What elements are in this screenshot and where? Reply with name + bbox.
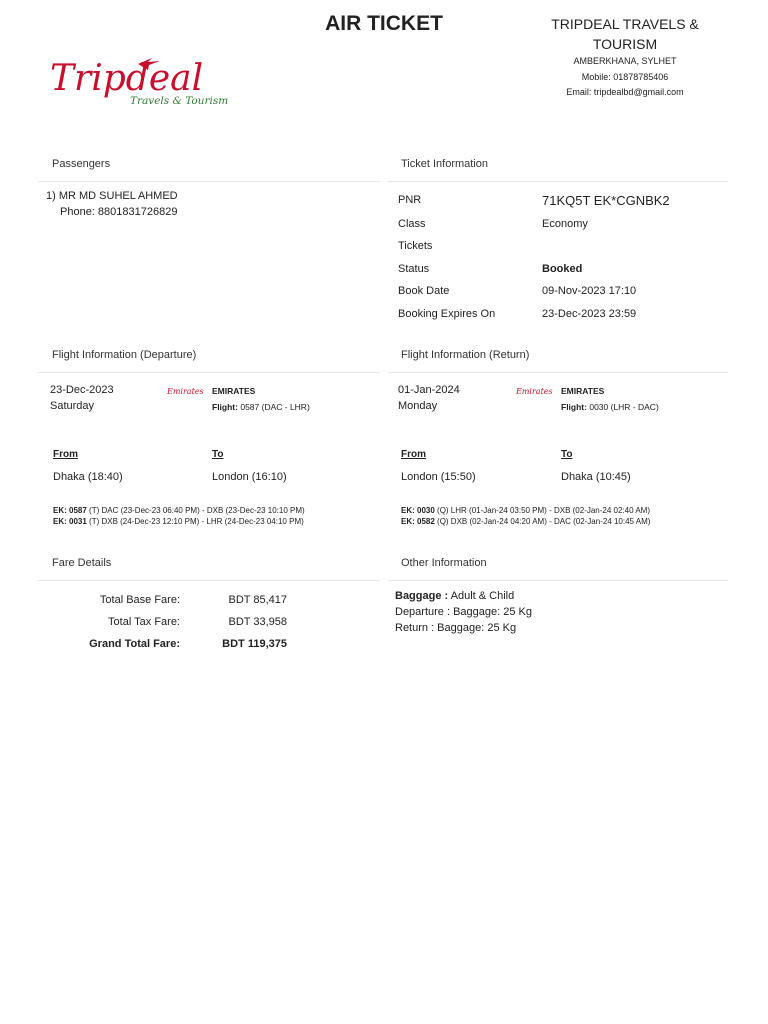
- departure-from: Dhaka (18:40): [53, 471, 123, 483]
- segment-code: EK: 0582: [401, 517, 435, 526]
- segment-detail: (Q) DXB (02-Jan-24 04:20 AM) - DAC (02-Jan-24 10:45 AM): [437, 517, 651, 526]
- departure-airline: EMIRATES: [212, 386, 256, 396]
- pnr-label: PNR: [398, 194, 422, 206]
- tax-fare-value: BDT 33,958: [228, 616, 287, 628]
- base-fare-value: BDT 85,417: [228, 594, 287, 606]
- segment-row: [401, 517, 650, 526]
- tickets-label: Tickets: [398, 240, 433, 252]
- return-from: London (15:50): [401, 471, 476, 483]
- emirates-logo-icon: Emirates: [167, 387, 204, 396]
- segment-code: EK: 0031: [53, 517, 87, 526]
- company-info: [540, 14, 710, 101]
- departure-to-label: To: [212, 449, 224, 460]
- return-heading: Flight Information (Return): [401, 349, 530, 361]
- svg-text:Travels & Tourism: Travels & Tourism: [130, 95, 229, 107]
- departure-date: 23-Dec-2023: [50, 384, 114, 396]
- company-name: TRIPDEAL TRAVELS & TOURISM: [551, 16, 699, 52]
- divider: [388, 181, 728, 182]
- expires-value: 23-Dec-2023 23:59: [542, 308, 637, 320]
- status-value: Booked: [542, 263, 583, 275]
- return-to-label: To: [561, 449, 573, 460]
- return-airline: EMIRATES: [561, 386, 605, 396]
- return-to: Dhaka (10:45): [561, 471, 631, 483]
- segment-detail: (T) DXB (24-Dec-23 12:10 PM) - LHR (24-Dec-23 04:10 PM): [89, 517, 304, 526]
- return-from-label: From: [401, 449, 426, 460]
- pnr-value: 71KQ5T EK*CGNBK2: [542, 193, 670, 208]
- segment-row: [53, 517, 304, 526]
- divider: [388, 580, 728, 581]
- segment-row: [53, 506, 305, 515]
- baggage-row: [395, 590, 514, 602]
- departure-from-label: From: [53, 449, 78, 460]
- other-info-heading: Other Information: [401, 557, 487, 569]
- segment-row: [401, 506, 650, 515]
- departure-baggage: Departure : Baggage: 25 Kg: [395, 606, 532, 618]
- svg-text:Tripdeal: Tripdeal: [50, 58, 204, 99]
- flight-label: Flight:: [212, 402, 238, 412]
- emirates-logo-icon: Emirates: [516, 387, 553, 396]
- baggage-value: Adult & Child: [450, 590, 515, 602]
- class-label: Class: [398, 218, 426, 230]
- segment-detail: (Q) LHR (01-Jan-24 03:50 PM) - DXB (02-Jan-24 02:40 AM): [437, 506, 651, 515]
- segment-code: EK: 0587: [53, 506, 87, 515]
- divider: [38, 372, 380, 373]
- departure-day: Saturday: [50, 400, 95, 412]
- grand-total-value: BDT 119,375: [222, 638, 287, 650]
- book-date-label: Book Date: [398, 285, 450, 297]
- return-date: 01-Jan-2024: [398, 384, 460, 396]
- company-logo: [48, 52, 248, 110]
- passengers-heading: Passengers: [52, 158, 111, 170]
- grand-total-label: Grand Total Fare:: [89, 638, 180, 650]
- departure-flight: [212, 402, 310, 412]
- segment-code: EK: 0030: [401, 506, 435, 515]
- tax-fare-label: Total Tax Fare:: [108, 616, 180, 628]
- divider: [38, 580, 380, 581]
- segment-detail: (T) DAC (23-Dec-23 06:40 PM) - DXB (23-Dec-23 10:10 PM): [89, 506, 305, 515]
- divider: [388, 372, 728, 373]
- return-flight-number: 0030 (LHR - DAC): [589, 402, 659, 412]
- departure-to: London (16:10): [212, 471, 287, 483]
- passenger-phone: Phone: 8801831726829: [60, 206, 178, 218]
- ticket-info-heading: Ticket Information: [401, 158, 489, 170]
- expires-label: Booking Expires On: [398, 308, 496, 320]
- fare-heading: Fare Details: [52, 557, 112, 569]
- return-day: Monday: [398, 400, 438, 412]
- departure-flight-number: 0587 (DAC - LHR): [240, 402, 310, 412]
- base-fare-label: Total Base Fare:: [99, 594, 180, 606]
- tripdeal-logo-icon: [48, 52, 248, 110]
- company-email: Email: tripdealbd@gmail.com: [566, 87, 684, 97]
- book-date-value: 09-Nov-2023 17:10: [542, 285, 637, 297]
- passenger-name: 1) MR MD SUHEL AHMED: [46, 190, 178, 202]
- return-flight: [561, 402, 659, 412]
- company-mobile: Mobile: 01878785406: [581, 71, 669, 82]
- status-label: Status: [398, 263, 430, 275]
- class-value: Economy: [542, 218, 588, 230]
- baggage-label: Baggage :: [395, 590, 449, 602]
- company-address: AMBERKHANA, SYLHET: [573, 56, 677, 66]
- divider: [38, 181, 380, 182]
- return-baggage: Return : Baggage: 25 Kg: [395, 622, 517, 634]
- flight-label: Flight:: [561, 402, 587, 412]
- departure-heading: Flight Information (Departure): [52, 349, 197, 361]
- page-title: AIR TICKET: [325, 12, 443, 35]
